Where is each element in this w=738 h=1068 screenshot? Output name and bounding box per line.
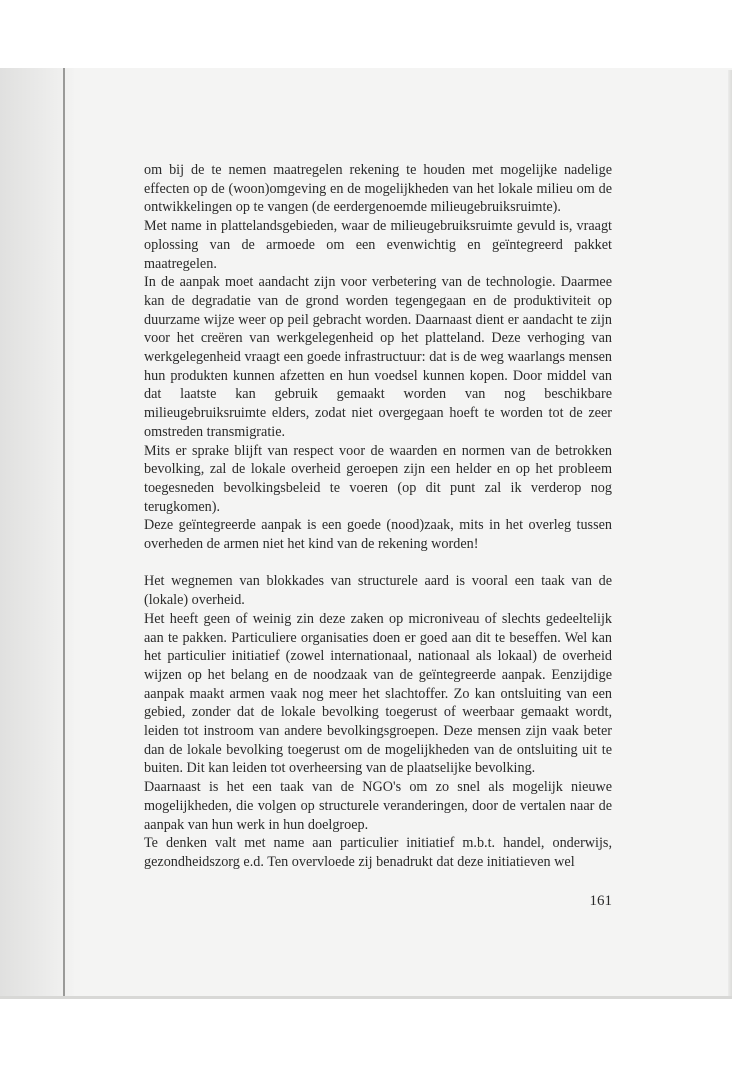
paragraph-2: Met name in plattelandsgebieden, waar de milieugebruiksruimte gevuld is, vraagt oplossing van de armoede om een evenwichtig en geïntegreerd pakket maatregelen. — [144, 218, 612, 272]
body-text — [144, 161, 612, 872]
paragraph-spacer — [144, 554, 612, 573]
binding-edge-line — [63, 68, 65, 998]
paragraph-9: Te denken valt met name aan particulier initiatief m.b.t. handel, onderwijs, gezondheidszorg e.d. Ten overvloede zij benadrukt dat deze initiatieven wel — [144, 835, 612, 870]
page-number: 161 — [589, 893, 612, 909]
paragraph-3: In de aanpak moet aandacht zijn voor verbetering van de technologie. Daarmee kan de degradatie van de grond worden tegengegaan en de produktiviteit op duurzame wijze weer op peil gebracht worden. Daarnaast dient er aandacht te zijn voor het creëren van werkgelegenheid op het platteland. Deze verhoging van werkgelegenheid vraagt een goede infrastructuur: dat is de weg waarlangs mensen hun produkten kunnen afzetten en hun voedsel kunnen kopen. Door middel van dat laatste kan gebruik gemaakt worden van nog beschikbare milieugebruiksruimte elders, zodat niet overgegaan hoeft te worden tot de zeer omstreden transmigratie. — [144, 274, 612, 440]
paragraph-4: Mits er sprake blijft van respect voor de waarden en normen van de betrokken bevolking, zal de lokale overheid geroepen zijn een helder en op het probleem toegesneden bevolkingsbeleid te voeren (op dit punt zal ik verderop nog terugkomen). — [144, 442, 612, 515]
paragraph-7: Het heeft geen of weinig zin deze zaken op microniveau of slechts gedeeltelijk aan te pakken. Particuliere organisaties doen er goed aan dit te beseffen. Wel kan het particulier initiatief (zowel internationaal, nationaal als lokaal) de overheid wijzen op het belang en de noodzaak van de geïntegreerde aanpak. Eenzijdige aanpak maakt armen vaak nog meer het slachtoffer. Zo kan ontsluiting van een gebied, zonder dat de lokale bevolking toegerust of weerbaar gemaakt wordt, leiden tot instroom van andere bevolkingsgroepen. Deze mensen zijn vaak beter dan de lokale bevolking toegerust om de mogelijkheden van de ontsluiting uit te buiten. Dit kan leiden tot overheersing van de plaatselijke bevolking. — [144, 610, 612, 777]
paragraph-5: Deze geïntegreerde aanpak is een goede (nood)zaak, mits in het overleg tussen overheden de armen niet het kind van de rekening worden! — [144, 517, 612, 553]
page-bottom-edge — [0, 996, 732, 999]
paragraph-8: Daarnaast is het een taak van de NGO's om zo snel als mogelijk nieuwe mogelijkheden, die volgen op structurele veranderingen, door de vertalen naar de aanpak van hun werk in hun doelgroep. — [144, 779, 612, 833]
paragraph-1: om bij de te nemen maatregelen rekening te houden met mogelijke nadelige effecten op de (woon)omgeving en de mogelijkheden van het lokale milieu om de ontwikkelingen op te vangen (de eerdergenoemde milieugebruiksruimte). — [144, 162, 612, 216]
paragraph-6: Het wegnemen van blokkades van structurele aard is vooral een taak van de (lokale) overheid. — [144, 573, 612, 609]
page-right-edge — [728, 70, 732, 998]
